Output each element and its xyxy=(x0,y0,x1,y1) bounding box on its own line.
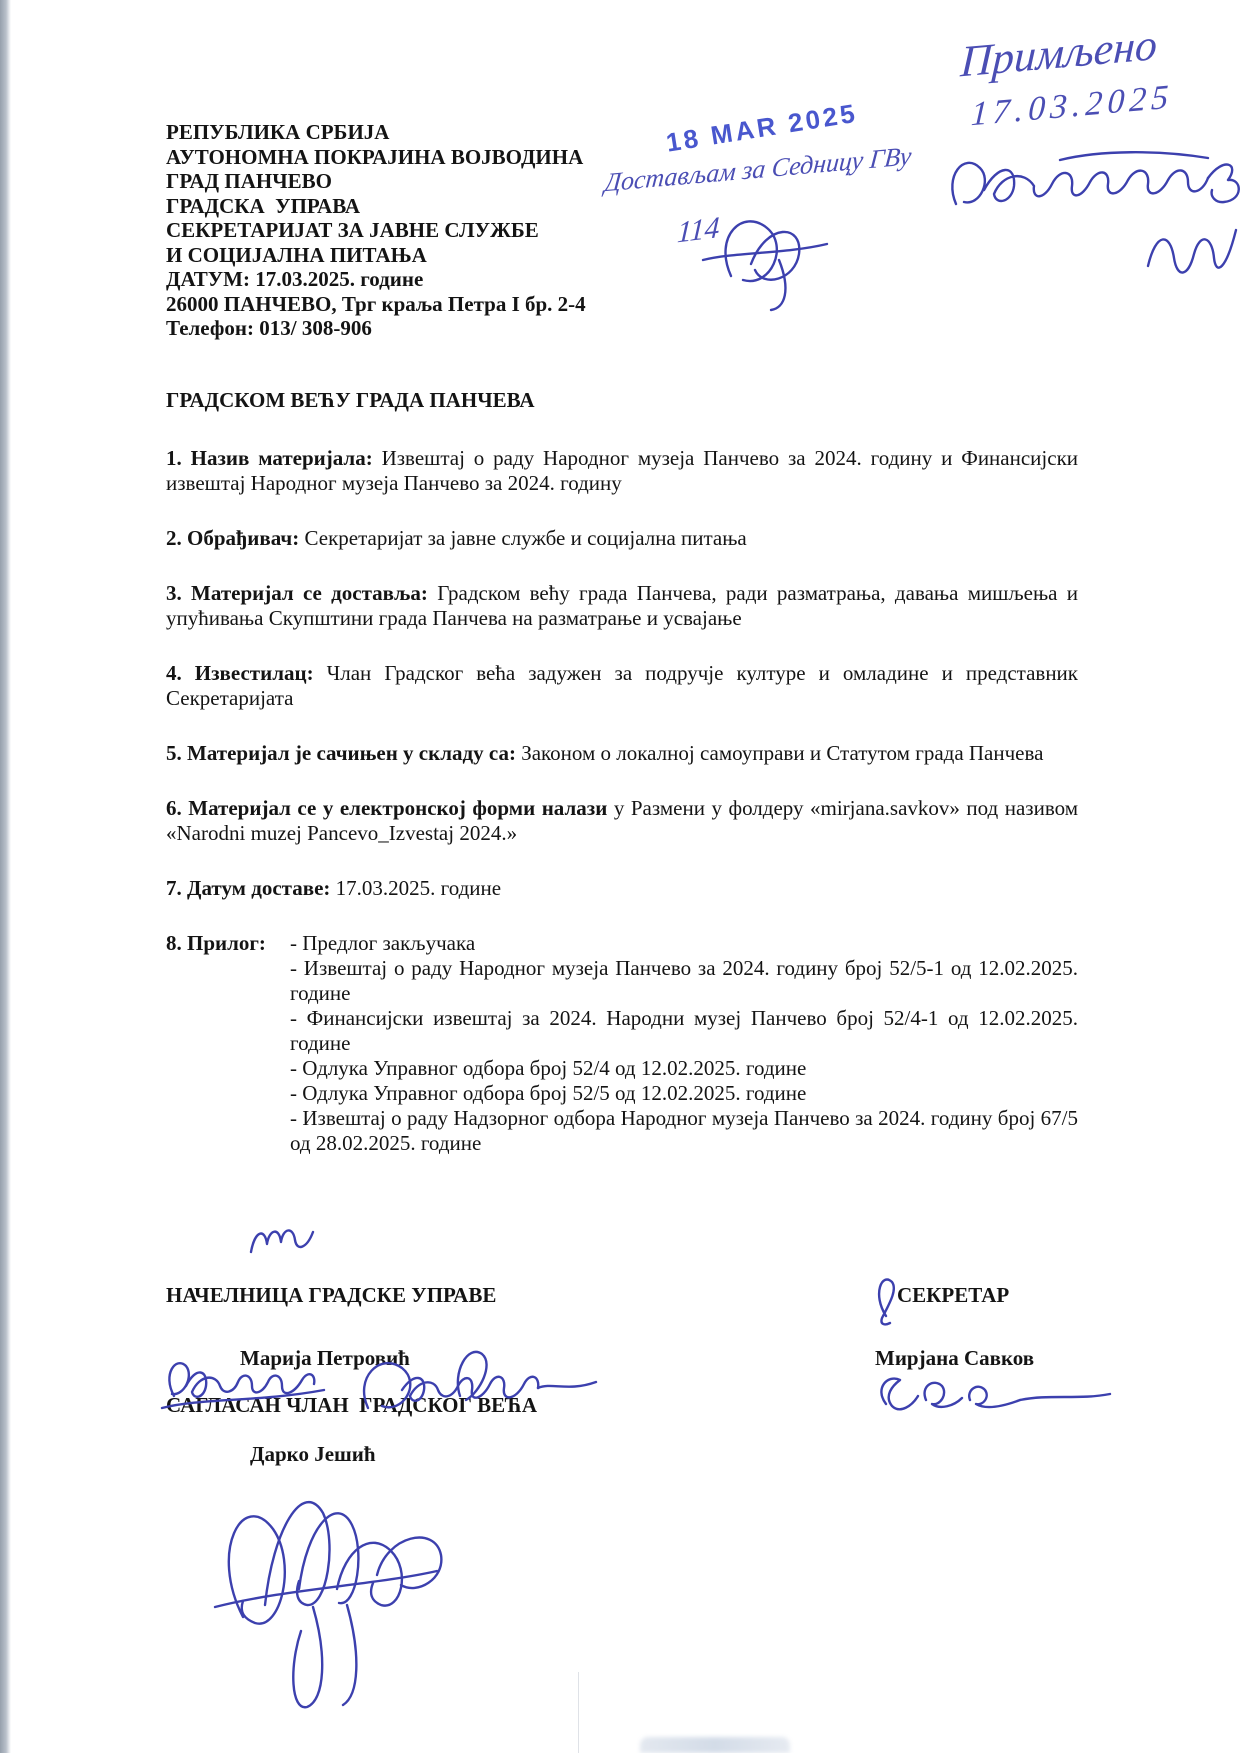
section-1-label: 1. Назив материјала: xyxy=(166,446,373,470)
section-2 xyxy=(166,526,1078,551)
section-8-attachments xyxy=(166,931,1078,1156)
handwritten-delivery-number: 114 xyxy=(676,210,721,250)
letterhead-address-line: 26000 ПАНЧЕВО, Трг краља Петра I бр. 2-4 xyxy=(166,291,586,316)
section-6-text: у Размени у фолдеру «mirjana.savkov» под називом «Narodni muzej Pancevo_Izvestaj 2024.» xyxy=(166,796,1078,845)
letterhead-line: И СОЦИЈАЛНА ПИТАЊА xyxy=(166,242,427,267)
delivery-signature xyxy=(695,200,835,315)
received-signature-flourish xyxy=(1140,210,1240,300)
letterhead-line: РЕПУБЛИКА СРБИЈА xyxy=(166,120,390,144)
section-5-label: 5. Материјал је сачињен у складу са: xyxy=(166,741,516,765)
letterhead xyxy=(166,120,586,341)
savkov-signature xyxy=(870,1370,1115,1420)
section-2-text: Секретаријат за јавне службе и социјална питања xyxy=(304,526,747,550)
signatory-name-left: Марија Петровић xyxy=(240,1346,410,1370)
letterhead-date-line: ДАТУМ: 17.03.2025. године xyxy=(166,267,424,291)
agreement-name: Дарко Јешић xyxy=(250,1442,376,1466)
handwritten-received-note: Примљено xyxy=(959,19,1159,87)
section-4 xyxy=(166,661,1078,711)
section-3-text: Градском већу града Панчева, ради разматрања, давања мишљења и упућивања Скупштини града Панчева на разматрање и усвајање xyxy=(166,581,1079,630)
section-6 xyxy=(166,796,1078,846)
section-6-label: 6. Материјал се у електронској форми налази xyxy=(166,796,608,820)
attachment-item: - Одлука Управног одбора број 52/4 од 12.02.2025. године xyxy=(290,1056,807,1080)
letterhead-line: ГРАД ПАНЧЕВО xyxy=(166,169,332,193)
scan-edge-artifact xyxy=(0,0,11,1753)
section-3 xyxy=(166,581,1078,631)
letterhead-line: СЕКРЕТАРИЈАТ ЗА ЈАВНЕ СЛУЖБЕ xyxy=(166,218,539,242)
section-3-label: 3. Материјал се доставља: xyxy=(166,581,428,605)
letterhead-phone-line: Телефон: 013/ 308-906 xyxy=(166,316,372,340)
scan-smudge-artifact xyxy=(640,1737,790,1753)
attachments-list xyxy=(290,931,1078,1156)
pen-loop-right-title xyxy=(868,1266,900,1328)
section-7-label: 7. Датум доставе: xyxy=(166,876,331,900)
handwritten-delivery-note: Достављам за Седницу ГВу xyxy=(603,141,913,198)
scan-line-artifact xyxy=(578,1672,579,1753)
received-signature xyxy=(940,142,1240,237)
section-1-text: Извештај о раду Народног музеја Панчево за 2024. годину и Финансијски извештај Народног музеја Панчево за 2024. годину xyxy=(166,446,1079,495)
letterhead-line: ГРАДСКА УПРАВА xyxy=(166,193,361,218)
attachment-item: - Извештај о раду Народног музеја Панчево за 2024. годину број 52/5-1 од 12.02.2025. године xyxy=(290,956,1078,1005)
section-5 xyxy=(166,741,1078,766)
pen-squiggle-left-title xyxy=(245,1218,320,1263)
signatory-title-right: СЕКРЕТАР xyxy=(897,1283,1010,1307)
attachments-label: 8. Прилог: xyxy=(166,931,266,955)
signatory-title-left: НАЧЕЛНИЦА ГРАДСКЕ УПРАВЕ xyxy=(166,1283,497,1307)
section-4-text: Члан Градског већа задужен за подручје културе и омладине и представник Секретаријата xyxy=(166,661,1079,710)
agreement-title: САГЛАСАН ЧЛАН ГРАДСКОГ ВЕЋА xyxy=(166,1393,538,1417)
attachment-item: - Предлог закључака xyxy=(290,931,476,955)
section-7 xyxy=(166,876,1078,901)
section-2-label: 2. Обрађивач: xyxy=(166,526,300,550)
date-stamp: 18 MAR 2025 xyxy=(664,97,860,158)
recipient-title: ГРАДСКОМ ВЕЋУ ГРАДА ПАНЧЕВА xyxy=(166,388,535,412)
section-4-label: 4. Известилац: xyxy=(166,661,314,685)
section-1 xyxy=(166,446,1078,496)
signatory-name-right: Мирјана Савков xyxy=(875,1346,1035,1370)
handwritten-received-date: 17.03.2025 xyxy=(970,78,1175,134)
attachment-item: - Финансијски извештај за 2024. Народни музеј Панчево број 52/4-1 од 12.02.2025. године xyxy=(290,1006,1078,1055)
attachment-item: - Извештај о раду Надзорног одбора Народног музеја Панчево за 2024. годину број 67/5 од 28.02.2025. године xyxy=(290,1106,1078,1155)
section-7-text: 17.03.2025. године xyxy=(335,876,502,900)
document-body xyxy=(166,388,1078,1156)
attachment-item: - Одлука Управног одбора број 52/5 од 12.02.2025. године xyxy=(290,1081,807,1105)
section-5-text: Законом о локалној самоуправи и Статутом града Панчева xyxy=(521,741,1044,765)
letterhead-line: АУТОНОМНА ПОКРАЈИНА ВОЈВОДИНА xyxy=(166,144,584,169)
jesic-signature xyxy=(185,1455,445,1715)
